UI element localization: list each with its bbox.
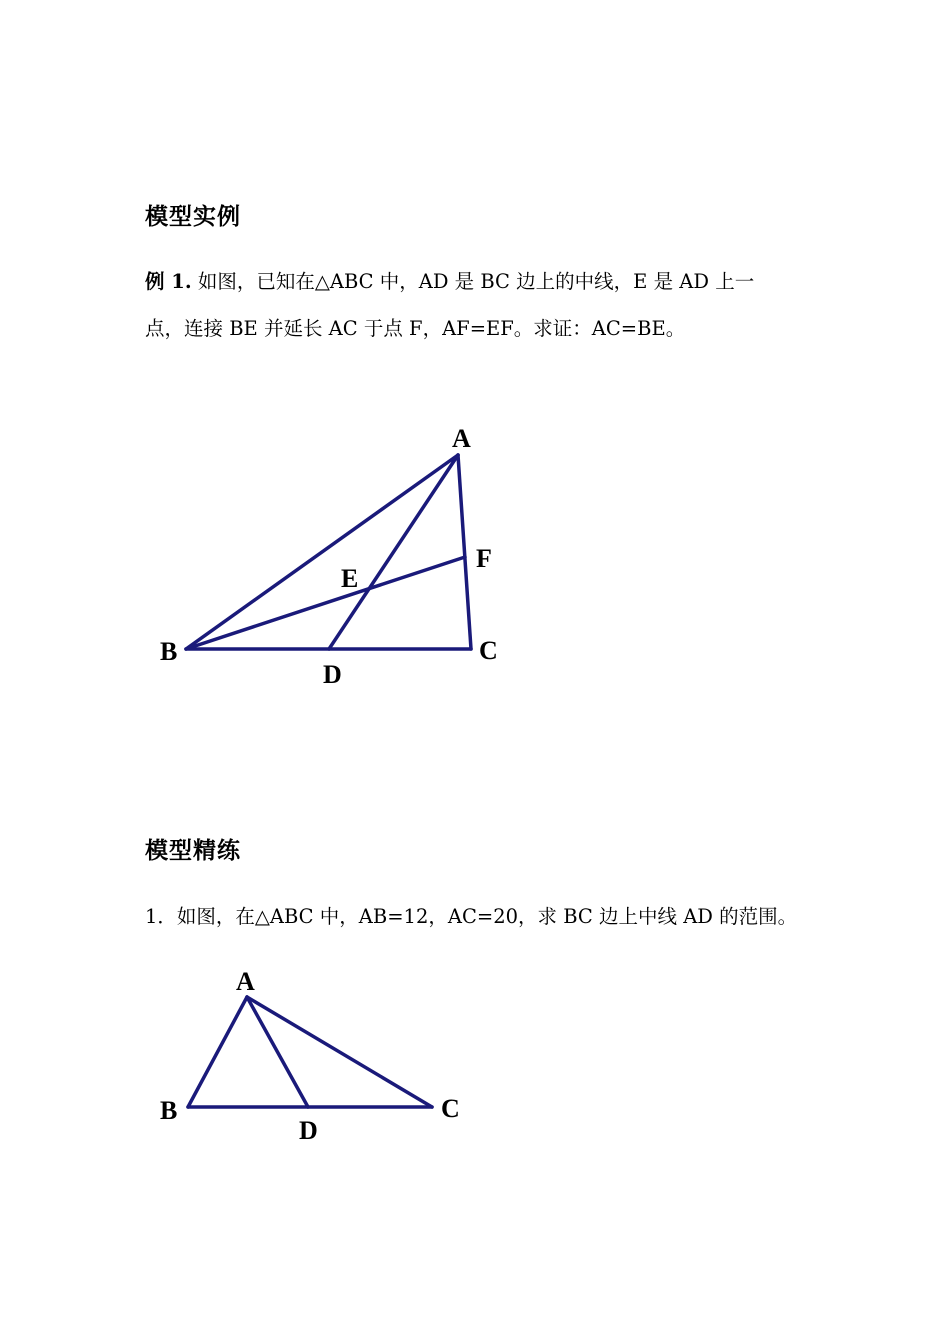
- label-e: E: [341, 564, 359, 593]
- segment-ac: [247, 997, 432, 1107]
- label-d: D: [299, 1116, 318, 1145]
- segment-ad: [329, 455, 458, 649]
- label-c: C: [441, 1094, 460, 1123]
- label-a: A: [236, 967, 255, 996]
- section-heading-practice: 模型精练: [145, 838, 241, 864]
- label-d: D: [323, 660, 342, 689]
- example-1-text-1: 如图，已知在△ABC 中，AD 是 BC 边上的中线，E 是 AD 上一: [197, 270, 755, 293]
- segment-ab: [186, 455, 458, 649]
- segment-ab: [188, 997, 247, 1107]
- segment-ad: [247, 997, 308, 1107]
- example-1-label: 例 1.: [145, 270, 192, 293]
- segment-ac: [458, 455, 471, 649]
- label-c: C: [479, 636, 498, 665]
- label-a: A: [452, 424, 471, 453]
- example-1-text-2: 点，连接 BE 并延长 AC 于点 F，AF=EF。求证：AC=BE。: [145, 317, 686, 340]
- section-heading-examples: 模型实例: [145, 204, 241, 230]
- label-b: B: [160, 1096, 178, 1125]
- label-b: B: [160, 637, 178, 666]
- problem-1-text: 1．如图，在△ABC 中，AB=12，AC=20，求 BC 边上中线 AD 的范围。: [145, 905, 798, 928]
- label-f: F: [476, 544, 492, 573]
- problem-1: [145, 902, 825, 932]
- segment-bf: [186, 557, 465, 649]
